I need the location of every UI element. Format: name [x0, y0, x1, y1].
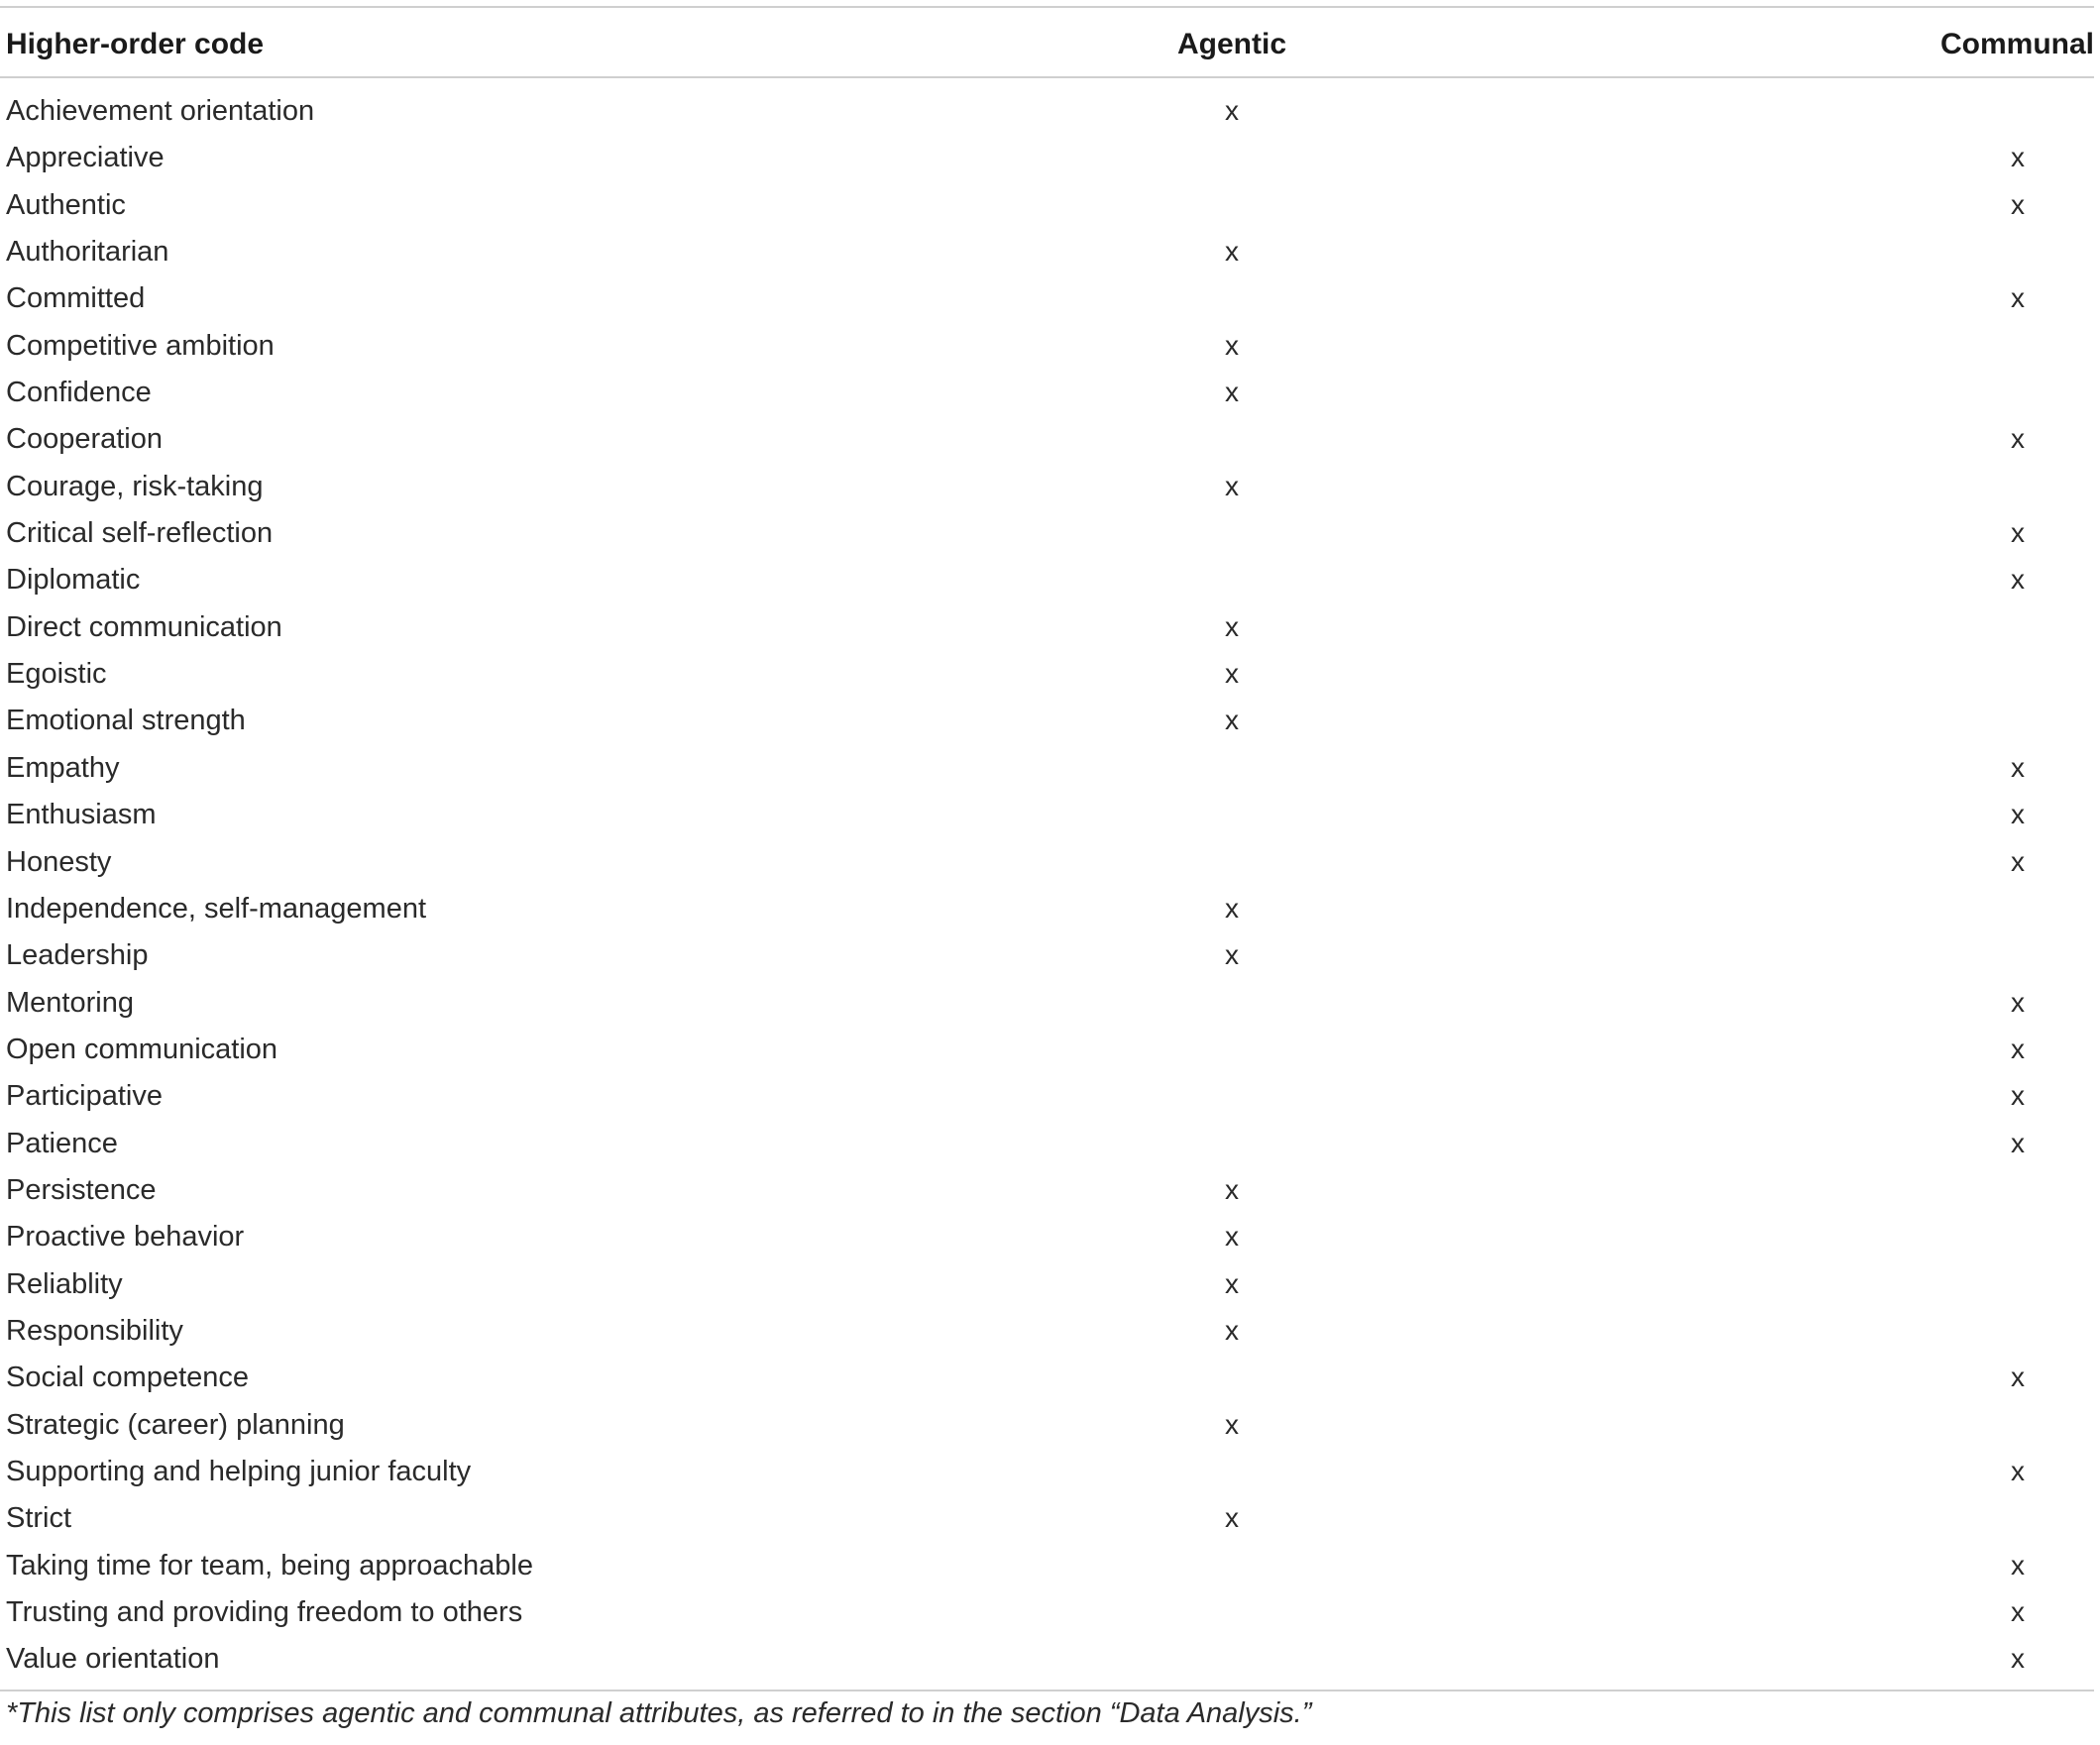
row-code-label: Authentic — [6, 188, 126, 221]
attributes-table — [0, 6, 2094, 1730]
header-communal: Communal — [1939, 28, 2094, 60]
table-row — [0, 841, 2094, 888]
row-code-label: Leadership — [6, 939, 149, 972]
table-row — [0, 982, 2094, 1029]
communal-mark: x — [2011, 751, 2025, 783]
communal-mark: x — [2011, 282, 2025, 314]
table-row — [0, 1216, 2094, 1262]
table-row — [0, 1169, 2094, 1216]
communal-mark: x — [2011, 517, 2025, 549]
table-footnote: *This list only comprises agentic and communal attributes, as referred to in the section “Data Analysis.” — [6, 1696, 1312, 1729]
table-row — [0, 1451, 2094, 1497]
table-row — [0, 325, 2094, 372]
agentic-mark: x — [1225, 939, 1239, 971]
row-code-label: Trusting and providing freedom to others — [6, 1596, 523, 1628]
row-code-label: Patience — [6, 1127, 118, 1159]
agentic-mark: x — [1225, 1173, 1239, 1205]
header-agentic: Agentic — [1176, 28, 1287, 60]
table-row — [0, 184, 2094, 231]
agentic-mark: x — [1225, 1267, 1239, 1299]
row-code-label: Value orientation — [6, 1643, 220, 1676]
agentic-mark: x — [1225, 892, 1239, 924]
row-code-label: Honesty — [6, 845, 112, 878]
table-row — [0, 1357, 2094, 1403]
row-code-label: Committed — [6, 282, 146, 315]
communal-mark: x — [2011, 564, 2025, 596]
communal-mark: x — [2011, 423, 2025, 455]
table-row — [0, 231, 2094, 277]
table-row — [0, 888, 2094, 934]
row-code-label: Egoistic — [6, 658, 107, 691]
agentic-mark: x — [1225, 329, 1239, 361]
communal-mark: x — [2011, 1549, 2025, 1581]
row-code-label: Independence, self-management — [6, 892, 427, 925]
table-row — [0, 137, 2094, 183]
row-code-label: Enthusiasm — [6, 799, 157, 831]
table-row — [0, 1310, 2094, 1357]
row-code-label: Supporting and helping junior faculty — [6, 1455, 472, 1487]
row-code-label: Social competence — [6, 1362, 250, 1394]
agentic-mark: x — [1225, 377, 1239, 408]
table-row — [0, 1029, 2094, 1075]
row-code-label: Participative — [6, 1080, 163, 1113]
agentic-mark: x — [1225, 1314, 1239, 1346]
table-row — [0, 559, 2094, 605]
row-code-label: Competitive ambition — [6, 329, 275, 362]
table-row — [0, 1123, 2094, 1169]
agentic-mark: x — [1225, 470, 1239, 501]
row-code-label: Confidence — [6, 377, 152, 409]
row-code-label: Authoritarian — [6, 236, 169, 269]
row-code-label: Persistence — [6, 1173, 157, 1206]
table-row — [0, 1404, 2094, 1451]
communal-mark: x — [2011, 1033, 2025, 1064]
communal-mark: x — [2011, 1362, 2025, 1393]
table-row — [0, 1263, 2094, 1310]
table-row — [0, 700, 2094, 746]
agentic-mark: x — [1225, 1408, 1239, 1440]
row-code-label: Reliablity — [6, 1267, 123, 1300]
table-row — [0, 794, 2094, 840]
row-code-label: Open communication — [6, 1033, 278, 1065]
communal-mark: x — [2011, 1455, 2025, 1486]
row-code-label: Mentoring — [6, 986, 134, 1019]
table-row — [0, 934, 2094, 981]
table-body — [0, 78, 2094, 1690]
row-code-label: Emotional strength — [6, 705, 246, 737]
communal-mark: x — [2011, 1596, 2025, 1627]
table-row — [0, 1075, 2094, 1122]
row-code-label: Direct communication — [6, 610, 282, 643]
row-code-label: Empathy — [6, 751, 120, 784]
table-row — [0, 90, 2094, 137]
agentic-mark: x — [1225, 1221, 1239, 1253]
row-code-label: Diplomatic — [6, 564, 141, 597]
row-code-label: Responsibility — [6, 1314, 183, 1347]
agentic-mark: x — [1225, 95, 1239, 126]
communal-mark: x — [2011, 188, 2025, 220]
table-row — [0, 1638, 2094, 1685]
row-code-label: Strict — [6, 1502, 72, 1535]
row-code-label: Proactive behavior — [6, 1221, 245, 1254]
communal-mark: x — [2011, 845, 2025, 877]
table-row — [0, 466, 2094, 512]
table-row — [0, 277, 2094, 324]
agentic-mark: x — [1225, 236, 1239, 268]
agentic-mark: x — [1225, 658, 1239, 690]
table-header — [0, 8, 2094, 76]
table-row — [0, 372, 2094, 418]
table-row — [0, 1545, 2094, 1591]
table-row — [0, 747, 2094, 794]
table-row — [0, 1591, 2094, 1638]
row-code-label: Appreciative — [6, 142, 165, 174]
row-code-label: Cooperation — [6, 423, 163, 456]
row-code-label: Taking time for team, being approachable — [6, 1549, 533, 1581]
row-code-label: Strategic (career) planning — [6, 1408, 345, 1441]
communal-mark: x — [2011, 142, 2025, 173]
table-row — [0, 418, 2094, 465]
row-code-label: Critical self-reflection — [6, 517, 274, 550]
table-row — [0, 606, 2094, 653]
header-higher-order-code: Higher-order code — [6, 28, 265, 60]
table-row — [0, 1497, 2094, 1544]
row-code-label: Courage, risk-taking — [6, 470, 264, 502]
communal-mark: x — [2011, 1643, 2025, 1675]
agentic-mark: x — [1225, 610, 1239, 642]
communal-mark: x — [2011, 799, 2025, 830]
communal-mark: x — [2011, 1080, 2025, 1112]
table-row — [0, 653, 2094, 700]
communal-mark: x — [2011, 986, 2025, 1018]
communal-mark: x — [2011, 1127, 2025, 1158]
agentic-mark: x — [1225, 705, 1239, 736]
agentic-mark: x — [1225, 1502, 1239, 1534]
row-code-label: Achievement orientation — [6, 95, 315, 127]
table-row — [0, 512, 2094, 559]
